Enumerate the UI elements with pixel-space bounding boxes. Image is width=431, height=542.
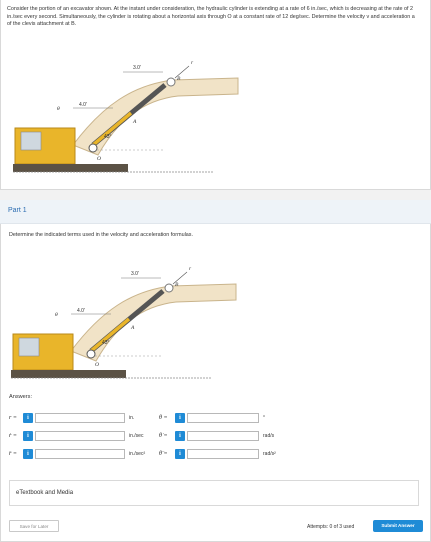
theta-input[interactable]	[187, 413, 259, 423]
svg-text:O: O	[95, 362, 99, 368]
label-dim-left: 4.0'	[79, 102, 87, 108]
thetaddot-input[interactable]	[187, 449, 259, 459]
label-angle: 43°	[104, 134, 112, 140]
info-icon[interactable]: i	[175, 413, 185, 423]
r-input[interactable]	[35, 413, 125, 423]
answer-row-rddot	[9, 448, 309, 462]
part-title: Part 1	[8, 207, 27, 214]
svg-text:r: r	[189, 266, 192, 272]
excavator-figure-part	[11, 256, 241, 386]
save-for-later-button[interactable]: Save for Later	[9, 520, 59, 532]
rdot-input[interactable]	[35, 431, 125, 441]
svg-text:4.0': 4.0'	[77, 308, 85, 314]
symbol-theta: θ =	[159, 415, 168, 421]
symbol-r: r =	[9, 415, 17, 421]
symbol-rdot: ṙ =	[9, 433, 17, 439]
label-theta: θ	[57, 106, 60, 112]
info-icon[interactable]: i	[23, 413, 33, 423]
theta-unit: °	[263, 415, 265, 421]
problem-statement: Consider the portion of an excavator shown. At the instant under consideration, the hydraulic cylinder is extending at a rate of 6 in./sec, which is decreasing at the rate of 2 in./sec every second. Simultaneously, the cylinder is rotating about a horizontal axis through O at a constant rate of 12 deg/sec. Determine the velocity v and acceleration a of the clevis attachment at B.	[7, 6, 415, 28]
thetadot-input[interactable]	[187, 431, 259, 441]
info-icon[interactable]: i	[175, 449, 185, 459]
section-gap	[0, 190, 431, 200]
svg-text:3.0': 3.0'	[131, 271, 139, 277]
info-icon[interactable]: i	[23, 431, 33, 441]
label-r: r	[191, 60, 194, 66]
etextbook-label: eTextbook and Media	[16, 490, 74, 496]
answer-row-r	[9, 412, 309, 426]
svg-text:A: A	[131, 325, 135, 331]
symbol-rddot: r̈ =	[9, 451, 17, 457]
problem-card	[0, 0, 431, 190]
etextbook-media-panel[interactable]	[9, 480, 419, 506]
label-b: B	[177, 76, 181, 82]
excavator-figure-top	[13, 50, 243, 180]
symbol-thetadot: θ̇ =	[159, 433, 168, 439]
thetadot-unit: rad/s	[263, 433, 275, 439]
pin-b	[167, 78, 175, 86]
label-o: O	[97, 156, 101, 162]
thetaddot-unit: rad/s²	[263, 451, 276, 457]
svg-text:43°: 43°	[102, 340, 110, 346]
part-body	[0, 224, 431, 542]
symbol-thetaddot: θ̈ =	[159, 451, 168, 457]
r-unit: in.	[129, 415, 135, 421]
answer-row-rdot	[9, 430, 309, 444]
part-header[interactable]	[0, 200, 431, 224]
svg-text:B: B	[175, 282, 179, 288]
rddot-unit: in./sec²	[129, 451, 146, 457]
answers-label: Answers:	[9, 394, 33, 400]
rddot-input[interactable]	[35, 449, 125, 459]
attempts-counter: Attempts: 0 of 3 used	[307, 524, 355, 530]
label-a: A	[133, 119, 137, 125]
rdot-unit: in./sec	[129, 433, 144, 439]
pivot-o	[89, 144, 97, 152]
ground-track	[13, 164, 128, 172]
info-icon[interactable]: i	[23, 449, 33, 459]
submit-answer-button[interactable]: Submit Answer	[373, 520, 423, 532]
part-instruction: Determine the indicated terms used in the velocity and acceleration formulas.	[9, 232, 193, 238]
info-icon[interactable]: i	[175, 431, 185, 441]
label-dim-top: 3.0'	[133, 65, 141, 71]
svg-text:θ: θ	[55, 312, 58, 318]
